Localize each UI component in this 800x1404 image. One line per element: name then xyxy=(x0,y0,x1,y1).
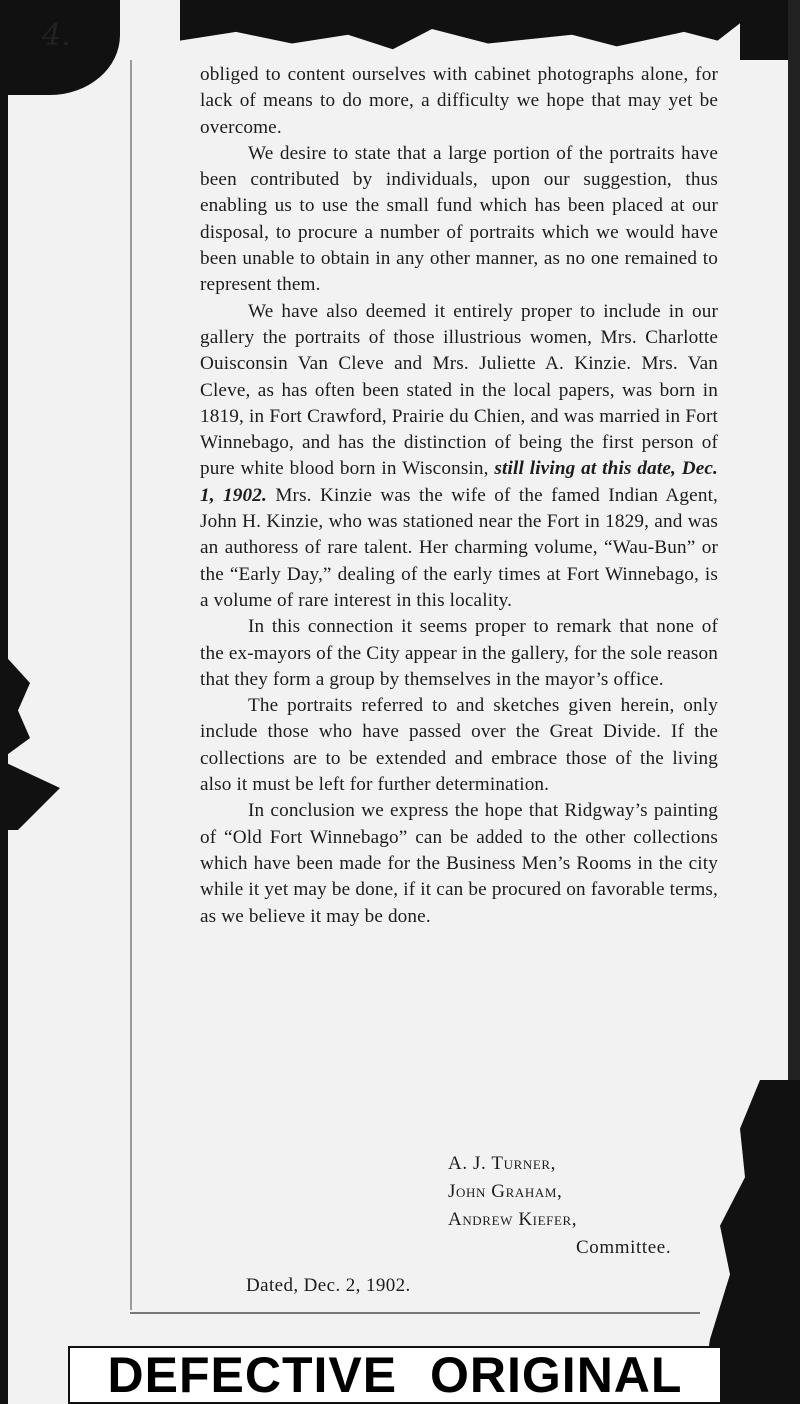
paragraph-5: The portraits referred to and sketches given herein, only include those who have passed over the Great Divide. If the collections are to be extended and embrace those of the living also it must be left for further determination. xyxy=(200,695,718,796)
paragraph-1: obliged to content ourselves with cabinet photographs alone, for lack of means to do more, a difficulty we hope that may yet be overcome. xyxy=(200,64,718,138)
torn-notch-left-lower xyxy=(0,760,60,830)
page-number: 4. xyxy=(42,18,71,53)
paragraph-2: We desire to state that a large portion of the portraits have been contributed by individuals, upon our suggestion, thus enabling us to use the small fund which has been placed at our disposal, to procure a number of portraits which we would have been unable to obtain in any other manner, as no one remained to represent them. xyxy=(200,142,718,296)
paragraph-3-text-after: Mrs. Kinzie was the wife of the famed Indian Agent, John H. Kinzie, who was stationed near the Fort in 1829, and was an authoress of rare talent. Her charming volume, “Wau-Bun” or the “Early Day,” dealing of the early times at Fort Winnebago, is a volume of rare interest in this locality. xyxy=(200,484,719,611)
torn-edge-top xyxy=(180,0,740,58)
committee-label: Committee. xyxy=(576,1237,672,1258)
paragraph-3-emphasis: still living at this date, Dec. 1, 1902. xyxy=(200,458,718,506)
paragraph-4: In this connection it seems proper to remark that none of the ex-mayors of the City appear in the gallery, for the sole reason that they form a group by themselves in the mayor’s office. xyxy=(200,616,718,690)
signature-graham: John Graham, xyxy=(448,1181,563,1202)
margin-rule-bottom xyxy=(130,1312,700,1314)
defective-original-stamp: DEFECTIVE ORIGINAL xyxy=(68,1346,722,1404)
paragraph-6: In conclusion we express the hope that Ridgway’s painting of “Old Fort Winnebago” can be added to the other collections which have been made for the Business Men’s Rooms in the city while it yet may be done, if it can be procured on favorable terms, as we believe it may be done. xyxy=(200,800,718,927)
torn-notch-left xyxy=(0,650,30,760)
signature-turner: A. J. Turner, xyxy=(448,1153,556,1174)
signature-kiefer: Andrew Kiefer, xyxy=(448,1209,578,1230)
margin-rule-left xyxy=(130,60,132,1310)
paragraph-3-text-before: We have also deemed it entirely proper to include in our gallery the portraits of those illustrious women, Mrs. Charlotte Ouisconsin Van Cleve and Mrs. Juliette A. Kinzie. Mrs. Van Cleve, as has often been stated in the local papers, was born in 1819, in Fort Crawford, Prairie du Chien, and was married in Fort Winnebago, and has the distinction of being the first person of pure white blood born in Wisconsin, xyxy=(200,300,718,480)
dated-line: Dated, Dec. 2, 1902. xyxy=(246,1275,411,1296)
paragraph-3 xyxy=(200,299,718,615)
committee-signatures xyxy=(448,1150,698,1262)
body-text xyxy=(200,62,718,930)
